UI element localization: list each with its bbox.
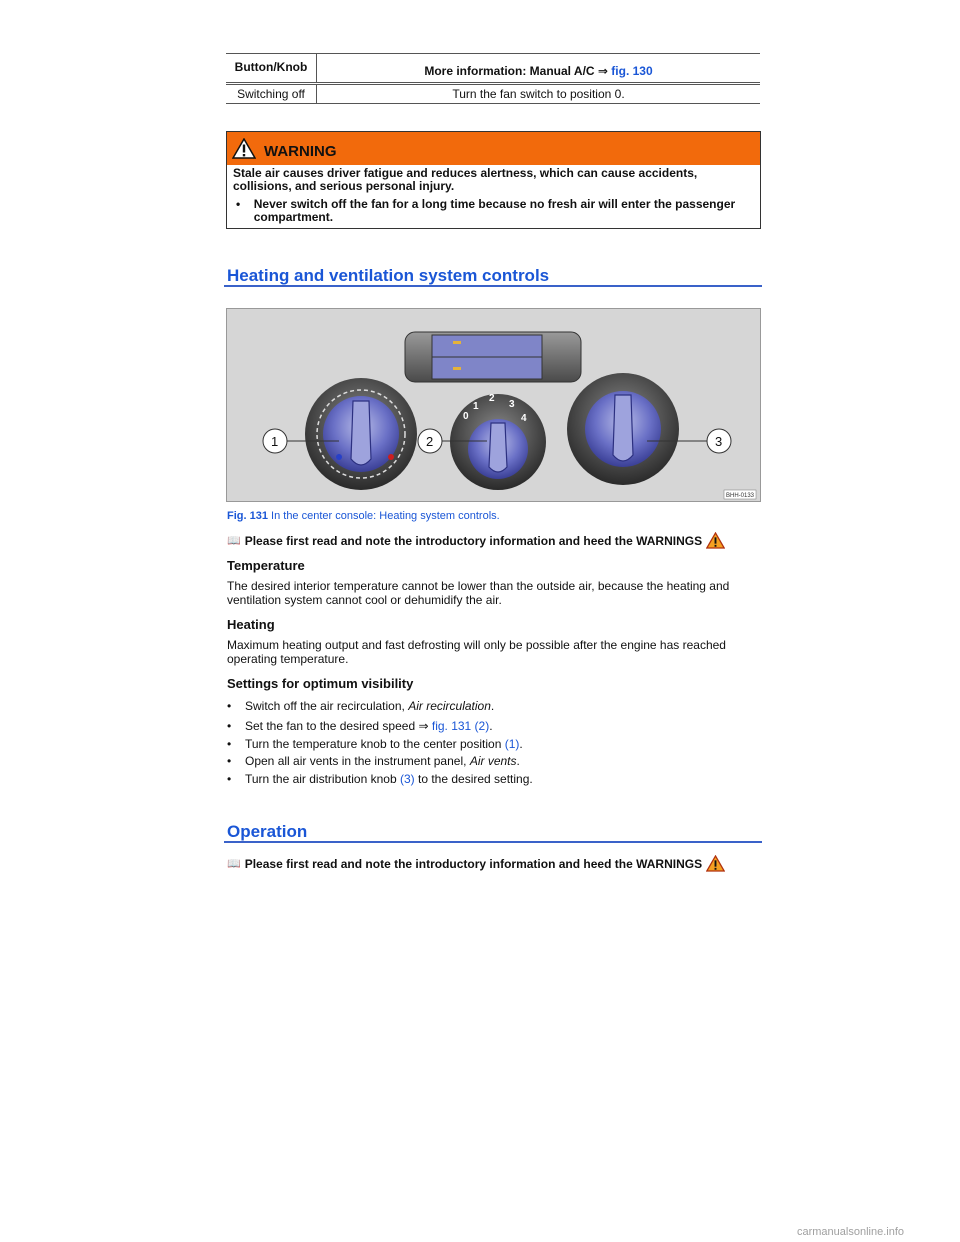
ref-3-link[interactable]: (3)	[399, 772, 415, 786]
fig-131-link[interactable]: fig. 131 (2)	[431, 719, 490, 733]
fan-speed-label: 2	[489, 393, 495, 404]
fan-speed-label: 4	[521, 413, 527, 424]
warning-triangle-icon	[706, 532, 725, 549]
list-item-text: Set the fan to the desired speed ⇒	[245, 719, 429, 733]
list-item-text-tail: to the desired setting.	[418, 772, 533, 786]
warning-header	[227, 132, 760, 165]
table-header-col2-text: More information: Manual A/C ⇒	[424, 64, 608, 78]
section-heading-controls: Heating and ventilation system controls	[227, 266, 550, 285]
warning-text: Stale air causes driver fatigue and reduces alertness, which can cause accidents, collisions, and serious personal injury.	[233, 166, 698, 193]
heating-controls-illustration	[227, 309, 760, 501]
ref-1-link[interactable]: (1)	[504, 737, 520, 751]
figure-131	[226, 308, 761, 502]
list-item: • Set the fan to the desired speed ⇒ fig. 131 (2).	[227, 719, 493, 733]
temperature-heading: Temperature	[227, 558, 305, 573]
intro-line	[227, 532, 725, 549]
caption-label: Fig. 131	[227, 510, 268, 522]
caption-text: In the center console: Heating system controls.	[271, 510, 500, 522]
temperature-text: The desired interior temperature cannot be lower than the outside air, because the heating and ventilation system cannot cool or dehumidify the air.	[227, 579, 730, 607]
list-item-text: Switch off the air recirculation,	[245, 699, 405, 713]
figure-caption	[227, 510, 500, 522]
table-row	[226, 85, 760, 104]
list-item: • Switch off the air recirculation, Air recirculation.	[227, 699, 495, 713]
table-header	[226, 53, 760, 85]
info-table	[226, 53, 760, 104]
section-divider	[224, 841, 762, 843]
heating-text: Maximum heating output and fast defrosting will only be possible after the engine has reached operating temperature.	[227, 638, 726, 666]
warning-box	[226, 131, 761, 229]
indicator-light-icon	[453, 367, 461, 370]
warning-bullet	[233, 198, 754, 224]
fan-speed-label: 3	[509, 399, 515, 410]
section-heading-operation: Operation	[227, 822, 308, 841]
list-item-text: Turn the temperature knob to the center position	[245, 737, 502, 751]
intro-text: Please first read and note the introductory information and heed the WARNINGS	[244, 533, 703, 548]
fig-130-link[interactable]: fig. 130	[611, 64, 653, 78]
visibility-heading: Settings for optimum visibility	[227, 676, 414, 691]
fan-speed-label: 1	[473, 401, 479, 412]
figure-code: BHH-0133	[726, 493, 755, 499]
air-vents-term: Air vents	[469, 754, 517, 768]
book-icon: 📖	[227, 535, 241, 547]
book-icon: 📖	[227, 858, 241, 870]
list-item: • Open all air vents in the instrument panel, Air vents.	[227, 754, 520, 768]
indicator-light-icon	[453, 341, 461, 344]
table-header-col2	[317, 54, 760, 82]
warning-triangle-icon	[706, 855, 725, 872]
bullet-dot-icon: •	[227, 699, 232, 713]
warning-body	[227, 165, 760, 231]
bullet-dot-icon: •	[236, 197, 241, 211]
section-divider	[224, 285, 762, 287]
table-header-col1: Button/Knob	[226, 54, 317, 82]
heating-heading: Heating	[227, 617, 275, 632]
bullet-dot-icon: •	[227, 737, 232, 751]
intro-text: Please first read and note the introductory information and heed the WARNINGS	[244, 856, 703, 871]
warning-title: WARNING	[264, 143, 337, 160]
air-recirculation-term: Air recirculation	[408, 699, 491, 713]
watermark: carmanualsonline.info	[796, 1226, 904, 1238]
list-item: • Turn the temperature knob to the center position (1).	[227, 737, 523, 751]
list-item	[227, 772, 533, 786]
list-item-text: Open all air vents in the instrument panel,	[245, 754, 467, 768]
table-cell-button: Switching off	[226, 85, 317, 103]
callout-label: 1	[271, 434, 279, 449]
bullet-dot-icon: •	[227, 754, 232, 768]
bullet-dot-icon: •	[227, 719, 232, 733]
callout-label: 2	[426, 434, 434, 449]
intro-line	[227, 855, 725, 872]
warning-triangle-icon	[232, 138, 256, 159]
fan-speed-label: 0	[463, 411, 469, 422]
callout-label: 3	[715, 434, 723, 449]
list-item-text: Turn the air distribution knob	[245, 772, 397, 786]
table-cell-info: Turn the fan switch to position 0.	[452, 87, 625, 101]
bullet-dot-icon: •	[227, 772, 232, 786]
warning-bullet-text: Never switch off the fan for a long time because no fresh air will enter the passenger compartment.	[253, 197, 736, 224]
